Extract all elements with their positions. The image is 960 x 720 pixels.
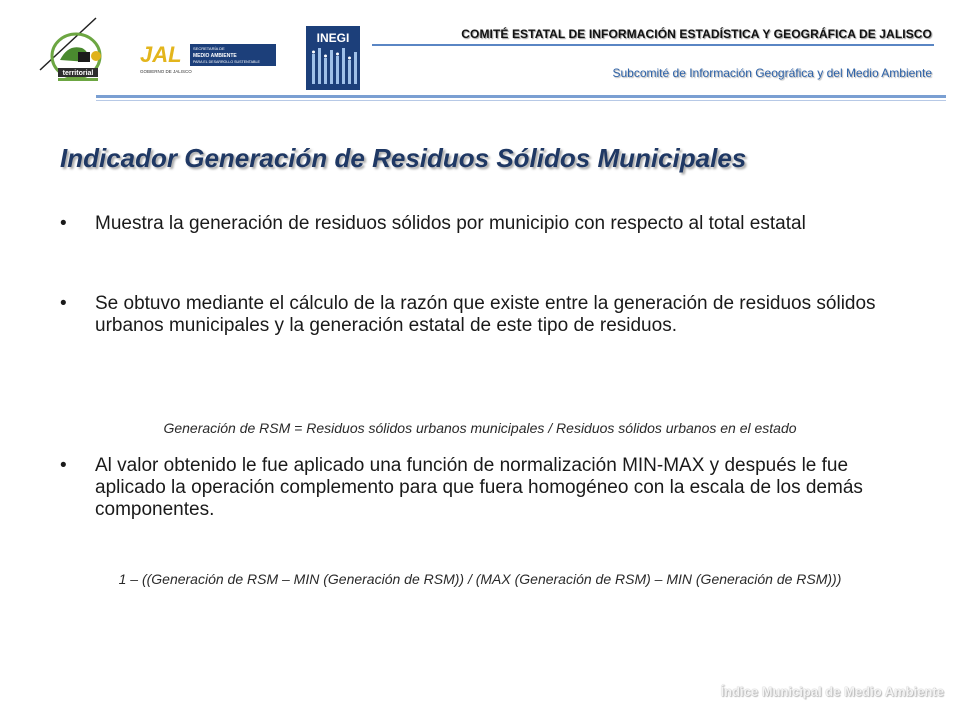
slide-header xyxy=(0,0,960,110)
subcommittee-subtitle: Subcomité de Información Geográfica y del Medio Ambiente xyxy=(612,66,932,80)
jal-secretaria-line2: MEDIO AMBIENTE xyxy=(193,53,237,59)
inegi-logo-text: INEGI xyxy=(316,31,350,45)
header-rule-thin xyxy=(96,100,946,101)
bullet-marker: • xyxy=(60,293,67,314)
committee-title: COMITÉ ESTATAL DE INFORMACIÓN ESTADÍSTICA Y GEOGRÁFICA DE JALISCO xyxy=(461,27,932,41)
bullet-marker: • xyxy=(60,455,67,476)
jal-logo-text: JAL xyxy=(140,42,182,67)
jalisco-logo xyxy=(138,38,278,78)
bullet-text: Al valor obtenido le fue aplicado una función de normalización MIN-MAX y después le fue aplicado la operación complemento para que fuera homogéneo con la escala de los demás componentes. xyxy=(95,455,863,520)
inegi-logo xyxy=(306,26,360,90)
bullet-text: Se obtuvo mediante el cálculo de la razón que existe entre la generación de residuos sólidos urbanos municipales y la generación estatal de este tipo de residuos. xyxy=(95,293,876,336)
footer-label: Índice Municipal de Medio Ambiente xyxy=(720,684,944,699)
territorial-logo xyxy=(38,16,110,90)
bullet-text: Muestra la generación de residuos sólidos por municipio con respecto al total estatal xyxy=(95,213,806,234)
formula-normalization: 1 – ((Generación de RSM – MIN (Generación de RSM)) / (MAX (Generación de RSM) – MIN (Generación de RSM))) xyxy=(118,571,842,587)
bullet-marker: • xyxy=(60,213,67,234)
bullet-item xyxy=(60,213,910,235)
formula-ratio: Generación de RSM = Residuos sólidos urbanos municipales / Residuos sólidos urbanos en el estado xyxy=(163,420,797,436)
territorial-logo-text: territorial xyxy=(62,70,94,77)
jal-secretaria-line1: SECRETARÍA DE xyxy=(193,46,225,51)
header-rule xyxy=(96,95,946,98)
jal-caption: GOBIERNO DE JALISCO xyxy=(140,69,192,74)
slide-title: Indicador Generación de Residuos Sólidos Municipales xyxy=(60,143,747,173)
header-rule-top xyxy=(372,44,934,46)
bullet-item xyxy=(60,293,910,337)
jal-secretaria-line3: PARA EL DESARROLLO SUSTENTABLE xyxy=(193,60,260,64)
bullet-item xyxy=(60,455,910,521)
